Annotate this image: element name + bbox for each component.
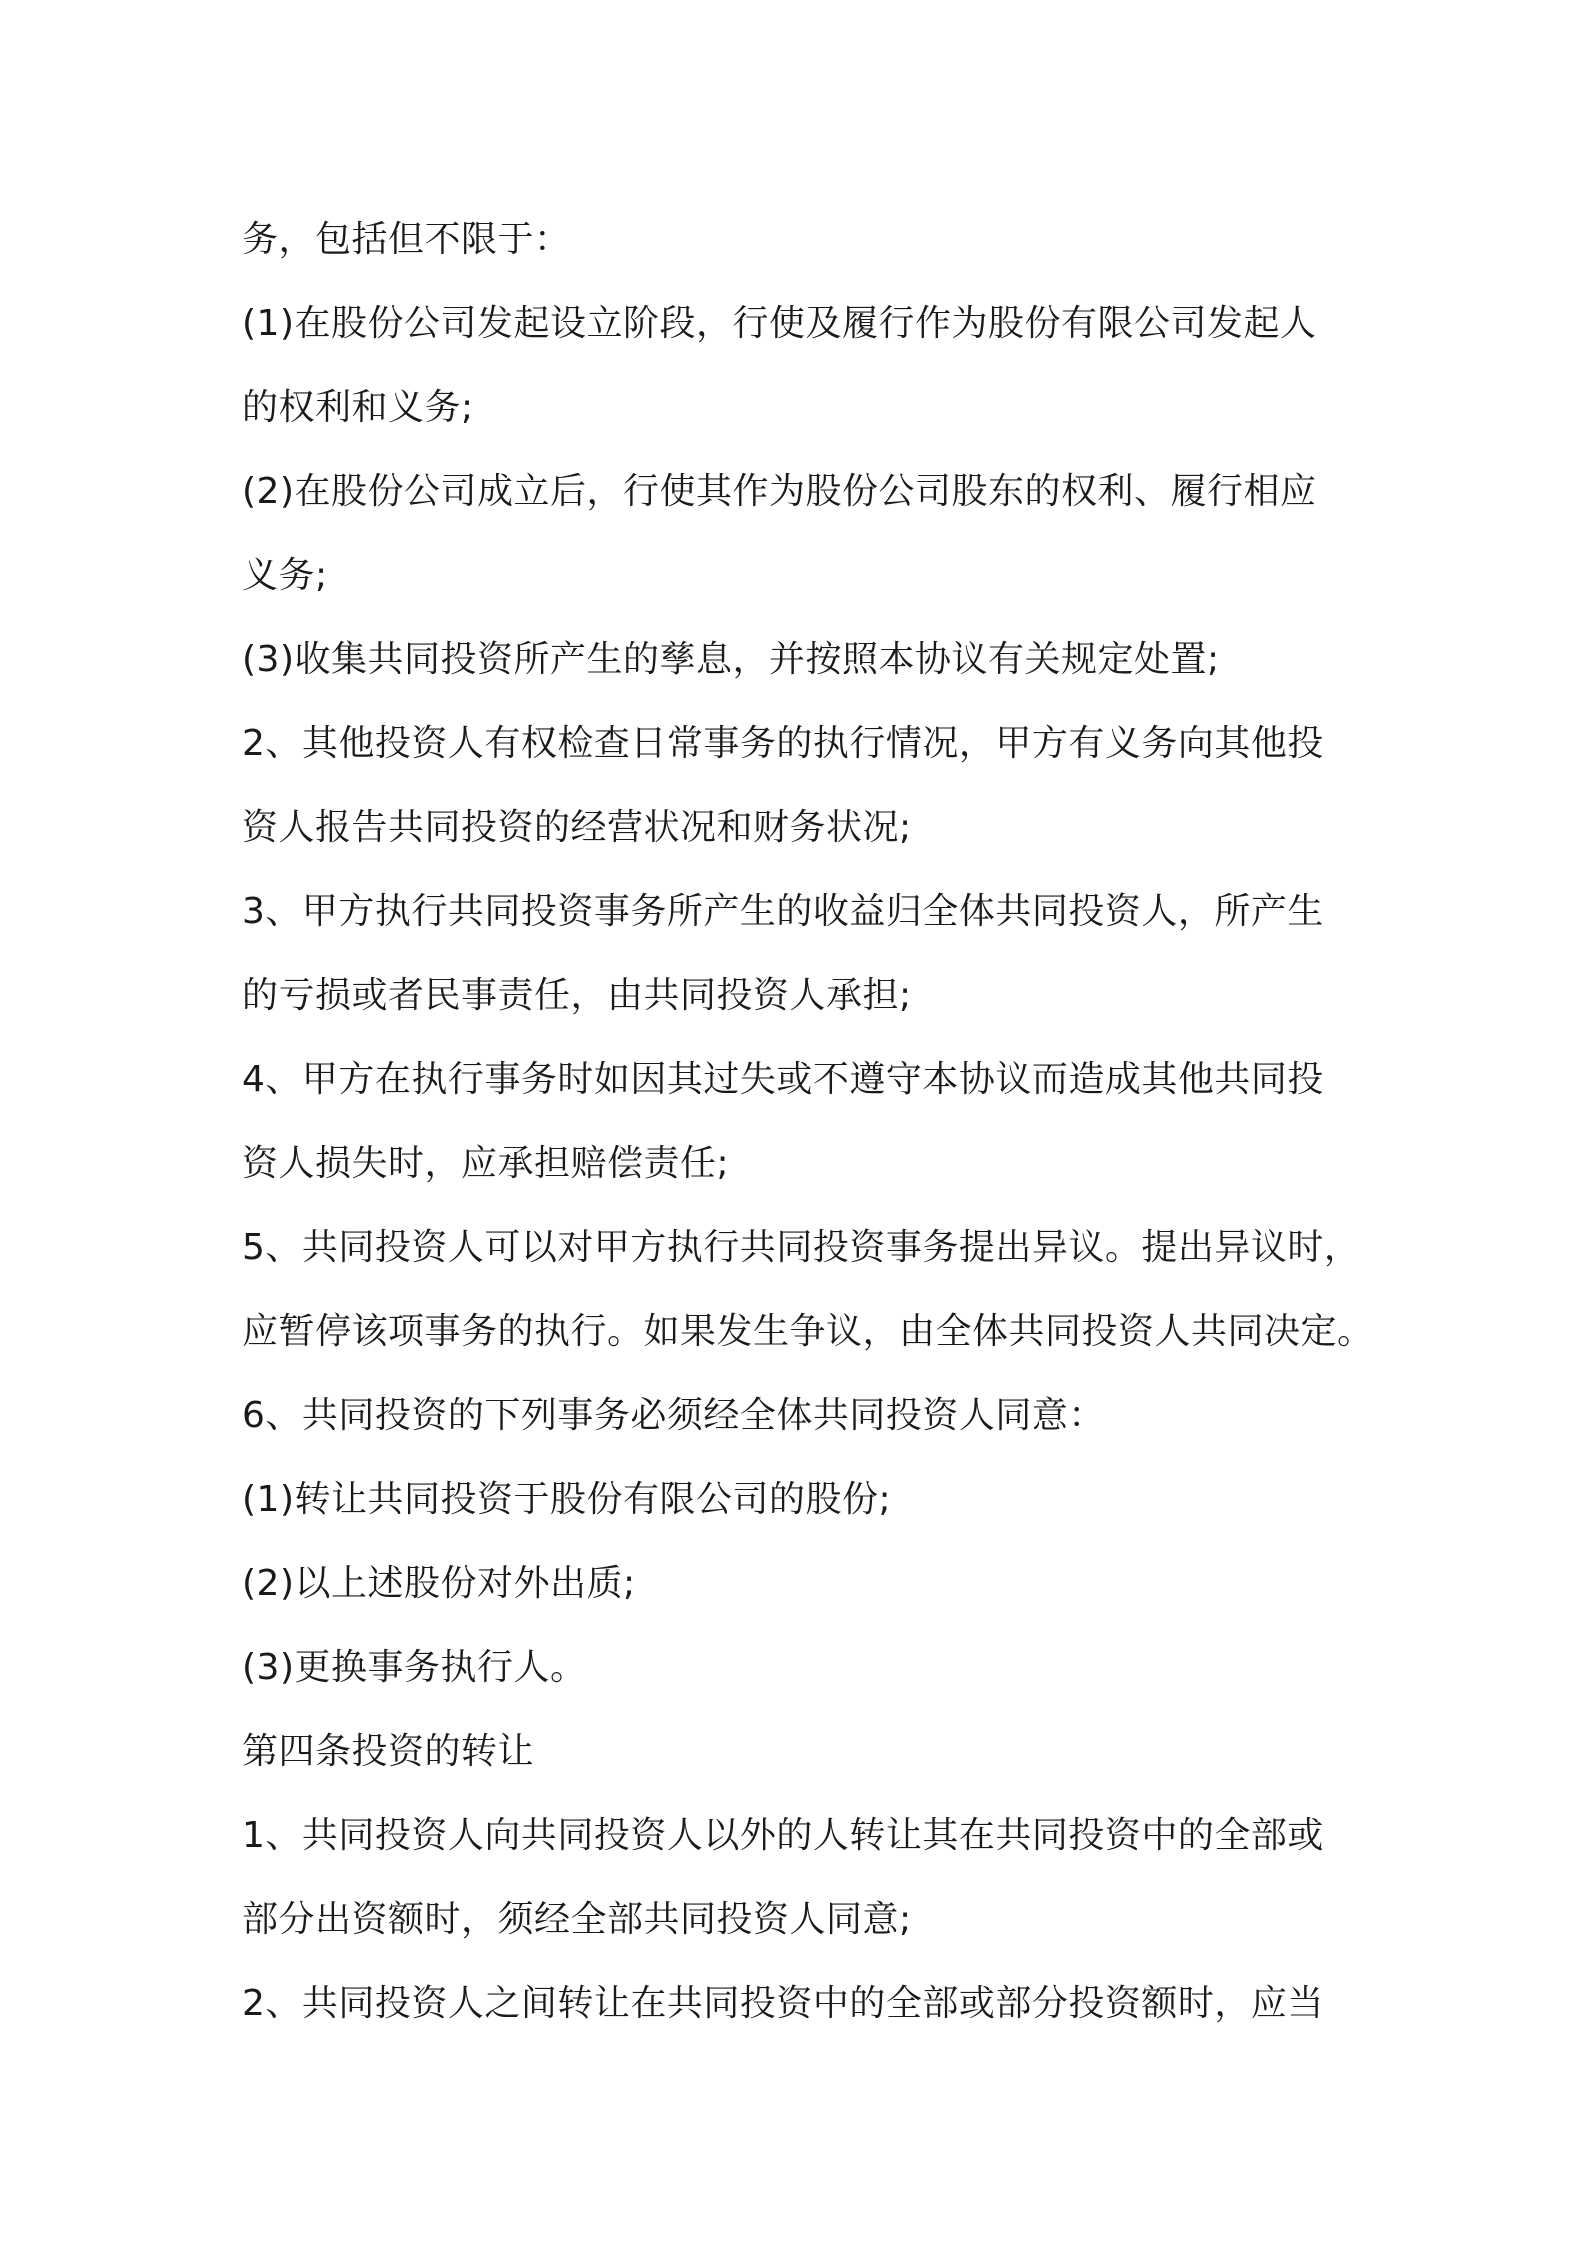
text-line: 5、共同投资人可以对甲方执行共同投资事务提出异议。提出异议时， [242, 1227, 1361, 1268]
text-line: 的亏损或者民事责任，由共同投资人承担; [242, 975, 912, 1016]
text-line: (1)在股份公司发起设立阶段，行使及履行作为股份有限公司发起人 [242, 303, 1317, 344]
text-line: 应暂停该项事务的执行。如果发生争议，由全体共同投资人共同决定。 [242, 1311, 1374, 1352]
text-line: (3)更换事务执行人。 [242, 1647, 587, 1688]
text-line: 资人损失时，应承担赔偿责任; [242, 1143, 730, 1184]
text-line: 的权利和义务; [242, 387, 474, 428]
text-line: 2、其他投资人有权检查日常事务的执行情况，甲方有义务向其他投 [242, 723, 1324, 764]
text-line: (1)转让共同投资于股份有限公司的股份; [242, 1479, 892, 1520]
text-line: (3)收集共同投资所产生的孳息，并按照本协议有关规定处置; [242, 639, 1220, 680]
text-line: 4、甲方在执行事务时如因其过失或不遵守本协议而造成其他共同投 [242, 1059, 1324, 1100]
text-line: 资人报告共同投资的经营状况和财务状况; [242, 807, 912, 848]
text-line: 务，包括但不限于： [242, 219, 571, 260]
section-heading: 第四条投资的转让 [242, 1731, 535, 1772]
text-line: 1、共同投资人向共同投资人以外的人转让其在共同投资中的全部或 [242, 1815, 1324, 1856]
text-line: (2)在股份公司成立后，行使其作为股份公司股东的权利、履行相应 [242, 471, 1317, 512]
text-line: (2)以上述股份对外出质; [242, 1563, 636, 1604]
text-line: 3、甲方执行共同投资事务所产生的收益归全体共同投资人，所产生 [242, 891, 1324, 932]
text-line: 义务; [242, 555, 328, 596]
text-line: 6、共同投资的下列事务必须经全体共同投资人同意： [242, 1395, 1105, 1436]
text-line: 部分出资额时，须经全部共同投资人同意; [242, 1899, 912, 1940]
text-line: 2、共同投资人之间转让在共同投资中的全部或部分投资额时，应当 [242, 1983, 1324, 2024]
document-body [242, 198, 1392, 2046]
